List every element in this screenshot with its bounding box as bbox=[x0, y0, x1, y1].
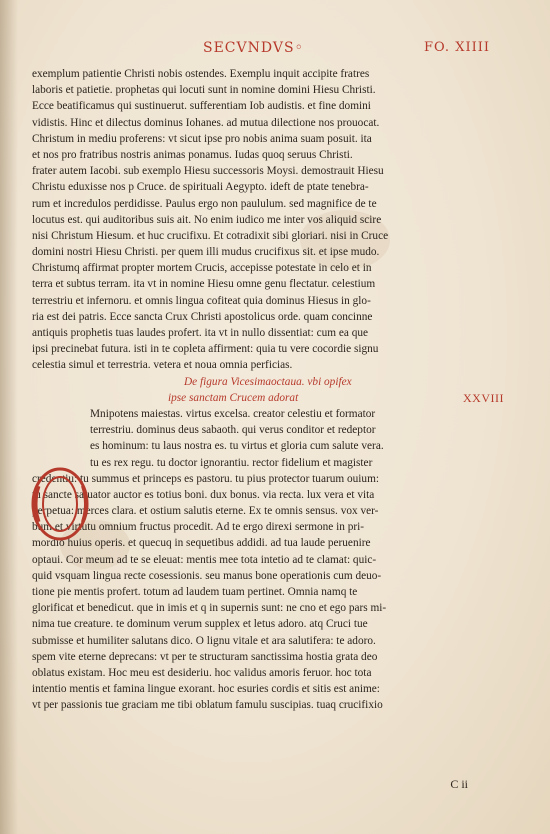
text-line: Christum in mediu proferens: vt sicut ipse pro nobis anima suam posuit. ita bbox=[32, 132, 372, 145]
text-line: laboris et patietie. prophetas qui locuti sunt in nomine domini Hiesu Christi. bbox=[32, 84, 376, 97]
text-line: perpetua: merces clara. et ostium salutis eterne. Ex te omnis sensus. vox ver- bbox=[32, 505, 379, 518]
text-line: tu es rex regu. tu doctor ignorantiu. rector fidelium et magister bbox=[90, 456, 373, 469]
text-line: intentio mentis et famina lingue exorant. hoc esuries cordis et sitis est anime: bbox=[32, 683, 380, 696]
text-line: Mnipotens maiestas. virtus excelsa. creator celestiu et formator bbox=[90, 407, 376, 420]
text-line: ria est dei patris. Ecce sancta Crux Christi apostolicus orde. quam concinne bbox=[32, 310, 373, 323]
rubric-heading-line-1: De figura Vicesimaoctaua. vbi opifex bbox=[184, 375, 352, 388]
text-line: mordio huius operis. et quecuq in sequetibus addidi. ad tua laude peruenire bbox=[32, 537, 371, 550]
rubric-heading-row bbox=[32, 390, 504, 406]
gutter-shadow bbox=[0, 0, 18, 834]
text-line: et nos pro fratribus nostris animas ponamus. Iudas quoq seruus Christi. bbox=[32, 148, 353, 161]
folio-number: FO. XIIII bbox=[424, 40, 490, 55]
text-line: exemplum patientie Christi nobis ostendes. Exemplu inquit accipite fratres bbox=[32, 68, 370, 80]
text-line: vidistis. Hinc et dilectus dominus Iohanes. ad mutua dilectione nos prouocat. bbox=[32, 116, 380, 129]
text-line: nisi Christum Hiesum. et huc crucifixu. Et cotradixit sibi gloriari. nisi in Cruce bbox=[32, 229, 389, 242]
rubric-heading-line-2: ipse sanctam Crucem adorat bbox=[168, 391, 299, 404]
text-block bbox=[32, 66, 504, 714]
text-line: terrestriu. dominus deus sabaoth. qui verus conditor et redeptor bbox=[90, 424, 376, 437]
text-line: Ecce beatificamus qui sustinuerut. sufferentiam Iob audistis. et fine domini bbox=[32, 100, 371, 113]
text-line: spem vite eterne deprecans: vt per te structuram sanctissima hostia grata deo bbox=[32, 650, 378, 663]
text-line: Christu eduxisse nos p Cruce. de spirituali Aegypto. ideft de ptate tenebra- bbox=[32, 181, 369, 194]
text-line: locutus est. qui auditoribus suis ait. No enim iudico me inter vos aliquid scire bbox=[32, 213, 382, 226]
text-line: vt per passionis tue graciam me tibi oblatum famulu suscipias. tuaq crucifixio bbox=[32, 699, 383, 712]
text-line: tione pie mentis profert. totum ad laudem tuam pertinet. Omnia namq te bbox=[32, 586, 358, 598]
text-line: terrestriu et infernoru. et omnis lingua cofiteat quia dominus Hiesus in glo- bbox=[32, 294, 371, 307]
text-line: bum et virtutu omnium fructus procedit. Ad te ergo direxi sermone in pri- bbox=[32, 521, 365, 534]
text-line: tu sancte saluator auctor es totius boni. dux bonus. via recta. lux vera et vita bbox=[32, 488, 375, 501]
text-line: optaui. Cor meum ad te se eleuat: mentis mee tota intetio ad te clamat: quic- bbox=[32, 553, 377, 566]
text-line: submisse et humiliter salutans dico. O lignu vitale et ara salutifera: te adoro. bbox=[32, 634, 376, 647]
figure-number: XXVIII bbox=[463, 390, 504, 405]
text-line: Christumq affirmat propter mortem Crucis, accepisse potestate in celo et in bbox=[32, 262, 372, 275]
text-line: rum et incredulos perdidisse. Paulus ergo non paululum. sed magnifice de te bbox=[32, 197, 377, 210]
text-line: quid vsquam lingua recte cosessionis. seu manus bone operationis cum deuo- bbox=[32, 569, 382, 582]
text-line: antiquis prophetis tuas laudes profert. ita vt in nullo dissentiat: cum ea que bbox=[32, 327, 369, 339]
running-head bbox=[0, 40, 550, 60]
text-line: domini nostri Hiesu Christi. per quem illi mudus crucifixus sit. et ipse mudo. bbox=[32, 246, 380, 259]
text-line: frater autem Iacobi. sub exemplo Hiesu successoris Moysi. demostrauit Hiesu bbox=[32, 165, 384, 178]
red-initial-o-icon bbox=[28, 464, 90, 542]
running-head-left: SECVNDVS◦ bbox=[203, 40, 304, 56]
text-line: credentiu: tu summus et princeps es pastoru. tu pius protector tuarum ouium: bbox=[32, 472, 379, 485]
text-line: es hominum: tu laus nostra es. tu virtus et gloria cum salute vera. bbox=[90, 440, 384, 453]
text-line: ipsi precinebat futura. isti in te copleta affirment: quia tu vere cocordie signu bbox=[32, 343, 379, 356]
signature-mark: C ii bbox=[450, 777, 468, 791]
text-line: celestia simul et terrestria. vetera et noua omnia perficias. bbox=[32, 359, 293, 372]
text-line: nima tue creature. te dominum verum supplex et letus adoro. atq Cruci tue bbox=[32, 618, 368, 631]
text-line: oblatus existam. Hoc meu est desideriu. hoc validus amoris feruor. hoc tota bbox=[32, 666, 372, 679]
text-line: terra et subtus terram. ita vt in nomine Hiesu omne genu flectatur. celestium bbox=[32, 278, 376, 291]
text-line: glorificat et benedicut. que in imis et q in supernis sunt: ne cno et ego pars mi- bbox=[32, 602, 387, 615]
